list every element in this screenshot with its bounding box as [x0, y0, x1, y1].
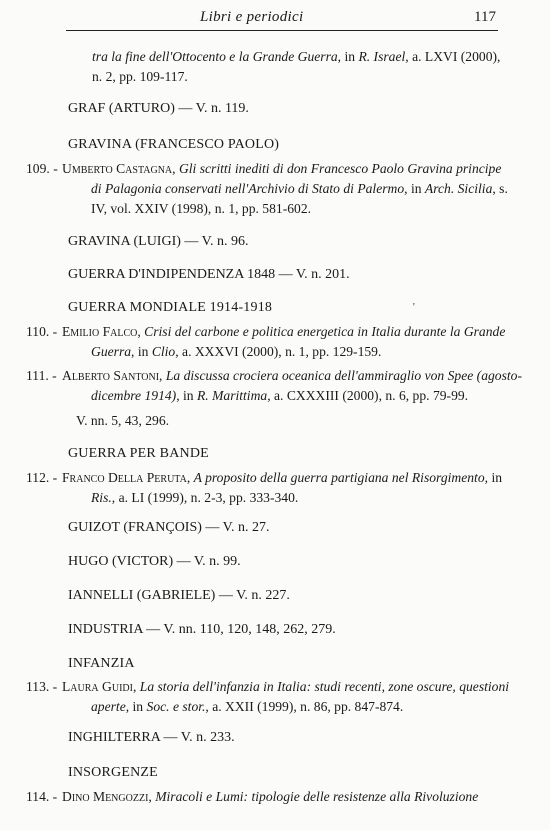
separator: , — [148, 789, 156, 804]
entry-title: di Palagonia conservati nell'Archivio di Stato di Palermo — [91, 181, 405, 196]
entry-number: 113. - — [26, 679, 58, 694]
entry-113 — [26, 677, 510, 717]
journal-name: R. Marittima — [196, 388, 268, 403]
running-header — [66, 6, 498, 31]
entry-details: , a. CXXXIII (2000), n. 6, pp. 79-99. — [267, 388, 469, 403]
entry-title: Miracoli e Lumi: tipologie delle resistenze alla Rivoluzione — [155, 789, 479, 804]
entry-in: , in — [131, 344, 152, 359]
cross-reference-inghilterra: INGHILTERRA — V. n. 233. — [68, 730, 235, 745]
entry-number: 111. - — [26, 368, 57, 383]
entry-title: dicembre 1914) — [91, 388, 177, 403]
entry-title: Crisi del carbone e politica energetica in Italia durante la Grande — [144, 324, 506, 339]
entry-details: , a. LXVI (2000), — [405, 49, 501, 64]
entry-title: A proposito della guerra partigiana nel Risorgimento — [193, 470, 485, 485]
cross-reference-guizot: GUIZOT (FRANÇOIS) — V. n. 27. — [68, 520, 270, 535]
cross-reference-gravina-luigi: GRAVINA (LUIGI) — V. n. 96. — [68, 234, 249, 249]
entry-author: Umberto Castagna — [62, 161, 173, 176]
cross-reference-industria: INDUSTRIA — V. nn. 110, 120, 148, 262, 279. — [68, 622, 336, 637]
entry-title: Gli scritti inediti di don Francesco Paolo Gravina principe — [178, 161, 502, 176]
subject-heading-guerra-per-bande: GUERRA PER BANDE — [68, 446, 209, 461]
cross-reference-graf: GRAF (ARTURO) — V. n. 119. — [68, 101, 249, 116]
subject-heading-guerra-mondiale: GUERRA MONDIALE 1914-1918 — [68, 300, 273, 315]
entry-details: IV, vol. XXIV (1998), n. 1, pp. 581-602. — [91, 201, 312, 216]
stray-mark: ' — [413, 302, 415, 313]
journal-name: Soc. e stor. — [146, 699, 206, 714]
subject-heading-infanzia: INFANZIA — [68, 656, 135, 671]
separator: , — [172, 161, 179, 176]
journal-name: Arch. Sicilia — [424, 181, 493, 196]
entry-number: 110. - — [26, 324, 58, 339]
entry-112 — [26, 468, 504, 508]
entry-details: , s. — [492, 181, 508, 196]
separator: , — [137, 324, 145, 339]
entry-number: 109. - — [26, 161, 58, 176]
entry-title: La storia dell'infanzia in Italia: studi recenti, zone oscure, questioni — [139, 679, 510, 694]
entry-title: aperte — [91, 699, 126, 714]
entry-number: 114. - — [26, 789, 58, 804]
page-number: 117 — [474, 9, 496, 25]
entry-author: Dino Mengozzi — [62, 789, 149, 804]
entry-114 — [26, 787, 504, 807]
journal-name: R. Israel — [358, 49, 406, 64]
entry-continuation — [92, 47, 506, 87]
entry-in: , in — [176, 388, 197, 403]
separator: , — [159, 368, 166, 383]
cross-reference-iannelli: IANNELLI (GABRIELE) — V. n. 227. — [68, 588, 290, 603]
cross-reference-hugo: HUGO (VICTOR) — V. n. 99. — [68, 554, 241, 569]
entry-109 — [26, 159, 508, 219]
entry-author: Emilio Falco — [62, 324, 138, 339]
entry-title: Guerra — [91, 344, 132, 359]
entry-title: tra la fine dell'Ottocento e la Grande Guerra — [92, 49, 338, 64]
entry-author: Franco Della Peruta — [62, 470, 187, 485]
entry-number: 112. - — [26, 470, 58, 485]
entry-author: Alberto Santoni — [62, 368, 160, 383]
entry-details: , a. XXII (1999), n. 86, pp. 847-874. — [205, 699, 404, 714]
subject-heading-gravina-francesco-paolo: GRAVINA (FRANCESCO PAOLO) — [68, 137, 280, 152]
running-title: Libri e periodici — [200, 9, 304, 25]
see-also-list: V. nn. 5, 43, 296. — [76, 413, 170, 428]
entry-in: , in — [404, 181, 425, 196]
entry-in: , in — [125, 699, 147, 714]
entry-in: , in — [484, 470, 503, 485]
subject-heading-insorgenze: INSORGENZE — [68, 765, 158, 780]
journal-name: Ris. — [91, 490, 112, 505]
entry-111 — [26, 366, 522, 406]
entry-title: La discussa crociera oceanica dell'ammiraglio von Spee (agosto- — [165, 368, 522, 383]
separator: , — [186, 470, 194, 485]
journal-name: Clio — [151, 344, 176, 359]
entry-in: , in — [337, 49, 359, 64]
separator: , — [132, 679, 140, 694]
entry-details: n. 2, pp. 109-117. — [92, 69, 188, 84]
entry-author: Laura Guidi — [62, 679, 133, 694]
cross-reference-guerra-indipendenza: GUERRA D'INDIPENDENZA 1848 — V. n. 201. — [68, 267, 350, 282]
entry-110 — [26, 322, 504, 362]
entry-details: , a. XXXVI (2000), n. 1, pp. 129-159. — [175, 344, 382, 359]
entry-details: , a. LI (1999), n. 2-3, pp. 333-340. — [111, 490, 299, 505]
